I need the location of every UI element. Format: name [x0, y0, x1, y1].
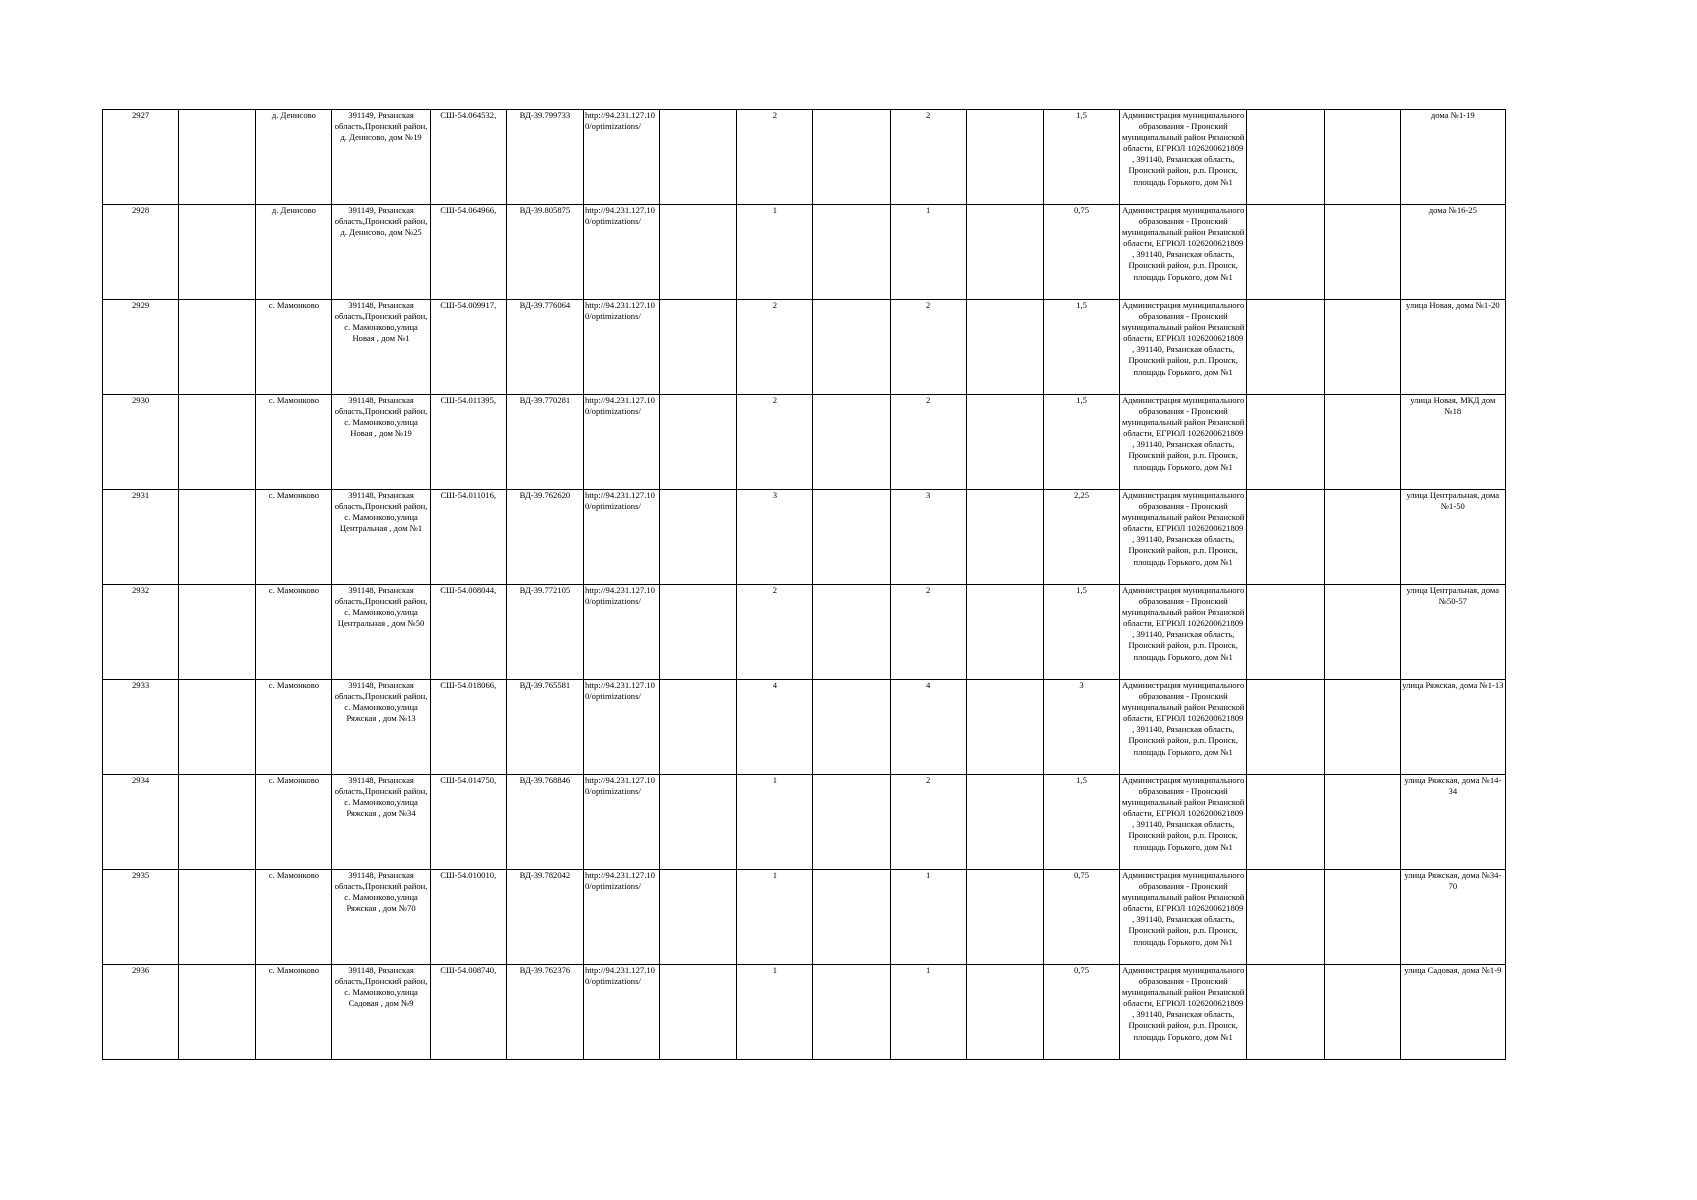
cell-latitude: СШ-54.009917, — [430, 300, 506, 395]
cell-count-b: 2 — [890, 300, 966, 395]
cell-longitude: ВД-39.762376 — [506, 965, 583, 1060]
cell-link: http://94.231.127.100/optimizations/ — [583, 680, 659, 775]
cell-empty — [660, 300, 737, 395]
cell-owner: Администрация муниципального образования - Пронский муниципальный район Рязанской области, ЕГРЮЛ 1026200621809 , 391140, Рязанская область, Пронский район, р.п. Пронск, площадь Горького, дом №1 — [1120, 300, 1247, 395]
cell-owner: Администрация муниципального образования - Пронский муниципальный район Рязанской области, ЕГРЮЛ 1026200621809 , 391140, Рязанская область, Пронский район, р.п. Пронск, площадь Горького, дом №1 — [1120, 395, 1247, 490]
cell-link: http://94.231.127.100/optimizations/ — [583, 395, 659, 490]
cell-empty — [813, 300, 890, 395]
cell-count-a: 2 — [737, 395, 813, 490]
cell-empty — [1247, 395, 1324, 490]
cell-count-b: 2 — [890, 775, 966, 870]
cell-empty — [813, 585, 890, 680]
cell-empty — [813, 965, 890, 1060]
cell-empty — [1324, 205, 1400, 300]
cell-volume: 1,5 — [1043, 775, 1119, 870]
cell-link: http://94.231.127.100/optimizations/ — [583, 870, 659, 965]
cell-address: 391148, Рязанская область,Пронский район, с. Мамонково,улица Ряжская , дом №34 — [332, 775, 430, 870]
cell-houses: улица Садовая, дома №1-9 — [1400, 965, 1505, 1060]
cell-count-a: 2 — [737, 585, 813, 680]
cell-volume: 1,5 — [1043, 300, 1119, 395]
cell-volume: 2,25 — [1043, 490, 1119, 585]
cell-empty — [813, 680, 890, 775]
cell-count-a: 1 — [737, 775, 813, 870]
cell-empty — [966, 300, 1043, 395]
cell-longitude: ВД-39.772105 — [506, 585, 583, 680]
cell-count-a: 4 — [737, 680, 813, 775]
cell-locality: с. Мамонково — [256, 870, 332, 965]
cell-empty — [179, 205, 256, 300]
cell-volume: 0,75 — [1043, 965, 1119, 1060]
cell-houses: улица Новая, МКД дом №18 — [1400, 395, 1505, 490]
cell-longitude: ВД-39.776064 — [506, 300, 583, 395]
cell-locality: с. Мамонково — [256, 680, 332, 775]
cell-houses: улица Центральная, дома №1-50 — [1400, 490, 1505, 585]
cell-empty — [179, 775, 256, 870]
cell-number: 2936 — [103, 965, 179, 1060]
cell-count-a: 2 — [737, 300, 813, 395]
cell-volume: 1,5 — [1043, 585, 1119, 680]
cell-latitude: СШ-54.011016, — [430, 490, 506, 585]
cell-locality: д. Денисово — [256, 205, 332, 300]
cell-count-b: 1 — [890, 965, 966, 1060]
cell-address: 391148, Рязанская область,Пронский район, с. Мамонково,улица Новая , дом №19 — [332, 395, 430, 490]
cell-number: 2931 — [103, 490, 179, 585]
cell-empty — [660, 205, 737, 300]
cell-locality: с. Мамонково — [256, 490, 332, 585]
cell-empty — [1247, 205, 1324, 300]
cell-empty — [179, 300, 256, 395]
cell-empty — [1324, 490, 1400, 585]
cell-longitude: ВД-39.782042 — [506, 870, 583, 965]
cell-empty — [179, 870, 256, 965]
cell-houses: улица Центральная, дома №50-57 — [1400, 585, 1505, 680]
cell-empty — [179, 110, 256, 205]
cell-number: 2929 — [103, 300, 179, 395]
cell-empty — [1247, 110, 1324, 205]
cell-owner: Администрация муниципального образования - Пронский муниципальный район Рязанской области, ЕГРЮЛ 1026200621809 , 391140, Рязанская область, Пронский район, р.п. Пронск, площадь Горького, дом №1 — [1120, 110, 1247, 205]
cell-count-b: 2 — [890, 110, 966, 205]
cell-count-a: 1 — [737, 205, 813, 300]
table-row — [103, 680, 1506, 775]
cell-number: 2927 — [103, 110, 179, 205]
table-row — [103, 300, 1506, 395]
cell-locality: д. Денисово — [256, 110, 332, 205]
cell-longitude: ВД-39.762620 — [506, 490, 583, 585]
cell-longitude: ВД-39.768846 — [506, 775, 583, 870]
table-row — [103, 965, 1506, 1060]
cell-link: http://94.231.127.100/optimizations/ — [583, 775, 659, 870]
cell-empty — [1324, 300, 1400, 395]
cell-count-b: 2 — [890, 395, 966, 490]
cell-houses: улица Ряжская, дома №14-34 — [1400, 775, 1505, 870]
cell-address: 391148, Рязанская область,Пронский район, с. Мамонково,улица Ряжская , дом №13 — [332, 680, 430, 775]
cell-houses: дома №16-25 — [1400, 205, 1505, 300]
table-row — [103, 585, 1506, 680]
cell-address: 391148, Рязанская область,Пронский район, с. Мамонково,улица Ряжская , дом №70 — [332, 870, 430, 965]
cell-houses: улица Ряжская, дома №1-13 — [1400, 680, 1505, 775]
cell-empty — [1324, 110, 1400, 205]
cell-houses: улица Ряжская, дома №34-70 — [1400, 870, 1505, 965]
cell-empty — [1247, 775, 1324, 870]
cell-empty — [966, 490, 1043, 585]
cell-empty — [1324, 775, 1400, 870]
cell-empty — [966, 395, 1043, 490]
cell-empty — [1247, 870, 1324, 965]
cell-locality: с. Мамонково — [256, 965, 332, 1060]
cell-latitude: СШ-54.008740, — [430, 965, 506, 1060]
cell-number: 2930 — [103, 395, 179, 490]
cell-number: 2934 — [103, 775, 179, 870]
cell-houses: дома №1-19 — [1400, 110, 1505, 205]
cell-number: 2932 — [103, 585, 179, 680]
cell-link: http://94.231.127.100/optimizations/ — [583, 490, 659, 585]
table-row — [103, 395, 1506, 490]
cell-empty — [1324, 680, 1400, 775]
cell-volume: 0,75 — [1043, 205, 1119, 300]
registry-table — [102, 109, 1506, 1060]
cell-empty — [179, 965, 256, 1060]
cell-empty — [179, 585, 256, 680]
cell-latitude: СШ-54.064966, — [430, 205, 506, 300]
cell-empty — [660, 965, 737, 1060]
cell-count-b: 1 — [890, 205, 966, 300]
table-row — [103, 490, 1506, 585]
cell-link: http://94.231.127.100/optimizations/ — [583, 300, 659, 395]
cell-link: http://94.231.127.100/optimizations/ — [583, 110, 659, 205]
cell-owner: Администрация муниципального образования - Пронский муниципальный район Рязанской области, ЕГРЮЛ 1026200621809 , 391140, Рязанская область, Пронский район, р.п. Пронск, площадь Горького, дом №1 — [1120, 870, 1247, 965]
cell-owner: Администрация муниципального образования - Пронский муниципальный район Рязанской области, ЕГРЮЛ 1026200621809 , 391140, Рязанская область, Пронский район, р.п. Пронск, площадь Горького, дом №1 — [1120, 490, 1247, 585]
cell-empty — [1247, 490, 1324, 585]
cell-empty — [966, 965, 1043, 1060]
cell-link: http://94.231.127.100/optimizations/ — [583, 205, 659, 300]
cell-owner: Администрация муниципального образования - Пронский муниципальный район Рязанской области, ЕГРЮЛ 1026200621809 , 391140, Рязанская область, Пронский район, р.п. Пронск, площадь Горького, дом №1 — [1120, 680, 1247, 775]
cell-count-b: 1 — [890, 870, 966, 965]
cell-owner: Администрация муниципального образования - Пронский муниципальный район Рязанской области, ЕГРЮЛ 1026200621809 , 391140, Рязанская область, Пронский район, р.п. Пронск, площадь Горького, дом №1 — [1120, 585, 1247, 680]
cell-empty — [1324, 870, 1400, 965]
cell-address: 391148, Рязанская область,Пронский район, с. Мамонково,улица Центральная , дом №50 — [332, 585, 430, 680]
cell-number: 2935 — [103, 870, 179, 965]
cell-volume: 3 — [1043, 680, 1119, 775]
cell-latitude: СШ-54.008044, — [430, 585, 506, 680]
cell-address: 391148, Рязанская область,Пронский район, с. Мамонково,улица Новая , дом №1 — [332, 300, 430, 395]
cell-count-a: 2 — [737, 110, 813, 205]
cell-empty — [1247, 680, 1324, 775]
document-page — [102, 109, 1506, 1060]
cell-latitude: СШ-54.014750, — [430, 775, 506, 870]
cell-owner: Администрация муниципального образования - Пронский муниципальный район Рязанской области, ЕГРЮЛ 1026200621809 , 391140, Рязанская область, Пронский район, р.п. Пронск, площадь Горького, дом №1 — [1120, 965, 1247, 1060]
cell-empty — [1324, 965, 1400, 1060]
cell-empty — [1324, 395, 1400, 490]
cell-link: http://94.231.127.100/optimizations/ — [583, 585, 659, 680]
cell-longitude: ВД-39.799733 — [506, 110, 583, 205]
cell-empty — [660, 395, 737, 490]
cell-empty — [966, 585, 1043, 680]
cell-number: 2933 — [103, 680, 179, 775]
cell-empty — [966, 870, 1043, 965]
cell-empty — [660, 110, 737, 205]
cell-empty — [966, 775, 1043, 870]
cell-latitude: СШ-54.018066, — [430, 680, 506, 775]
cell-count-a: 3 — [737, 490, 813, 585]
cell-empty — [966, 680, 1043, 775]
cell-owner: Администрация муниципального образования - Пронский муниципальный район Рязанской области, ЕГРЮЛ 1026200621809 , 391140, Рязанская область, Пронский район, р.п. Пронск, площадь Горького, дом №1 — [1120, 205, 1247, 300]
cell-empty — [179, 680, 256, 775]
cell-locality: с. Мамонково — [256, 775, 332, 870]
cell-empty — [813, 110, 890, 205]
cell-volume: 1,5 — [1043, 395, 1119, 490]
cell-number: 2928 — [103, 205, 179, 300]
cell-locality: с. Мамонково — [256, 395, 332, 490]
cell-count-a: 1 — [737, 965, 813, 1060]
cell-empty — [813, 775, 890, 870]
cell-locality: с. Мамонково — [256, 585, 332, 680]
cell-link: http://94.231.127.100/optimizations/ — [583, 965, 659, 1060]
cell-count-b: 3 — [890, 490, 966, 585]
cell-empty — [660, 585, 737, 680]
cell-address: 391148, Рязанская область,Пронский район, с. Мамонково,улица Садовая , дом №9 — [332, 965, 430, 1060]
cell-empty — [813, 870, 890, 965]
cell-houses: улица Новая, дома №1-20 — [1400, 300, 1505, 395]
table-row — [103, 775, 1506, 870]
table-row — [103, 870, 1506, 965]
cell-owner: Администрация муниципального образования - Пронский муниципальный район Рязанской области, ЕГРЮЛ 1026200621809 , 391140, Рязанская область, Пронский район, р.п. Пронск, площадь Горького, дом №1 — [1120, 775, 1247, 870]
cell-address: 391149, Рязанская область,Пронский район, д. Денисово, дом №19 — [332, 110, 430, 205]
cell-volume: 1,5 — [1043, 110, 1119, 205]
cell-latitude: СШ-54.064532, — [430, 110, 506, 205]
cell-empty — [660, 775, 737, 870]
cell-empty — [660, 870, 737, 965]
cell-empty — [1247, 965, 1324, 1060]
cell-longitude: ВД-39.770281 — [506, 395, 583, 490]
cell-empty — [966, 110, 1043, 205]
cell-count-b: 4 — [890, 680, 966, 775]
cell-empty — [660, 680, 737, 775]
cell-empty — [813, 490, 890, 585]
cell-empty — [813, 205, 890, 300]
cell-empty — [660, 490, 737, 585]
cell-count-b: 2 — [890, 585, 966, 680]
cell-address: 391149, Рязанская область,Пронский район, д. Денисово, дом №25 — [332, 205, 430, 300]
cell-empty — [1247, 585, 1324, 680]
table-row — [103, 110, 1506, 205]
cell-empty — [179, 490, 256, 585]
cell-address: 391148, Рязанская область,Пронский район, с. Мамонково,улица Центральная , дом №1 — [332, 490, 430, 585]
cell-empty — [966, 205, 1043, 300]
cell-empty — [1324, 585, 1400, 680]
cell-volume: 0,75 — [1043, 870, 1119, 965]
cell-latitude: СШ-54.010010, — [430, 870, 506, 965]
cell-latitude: СШ-54.011395, — [430, 395, 506, 490]
cell-empty — [813, 395, 890, 490]
cell-count-a: 1 — [737, 870, 813, 965]
table-row — [103, 205, 1506, 300]
cell-empty — [1247, 300, 1324, 395]
cell-locality: с. Мамонково — [256, 300, 332, 395]
cell-longitude: ВД-39.765581 — [506, 680, 583, 775]
cell-longitude: ВД-39.805875 — [506, 205, 583, 300]
cell-empty — [179, 395, 256, 490]
